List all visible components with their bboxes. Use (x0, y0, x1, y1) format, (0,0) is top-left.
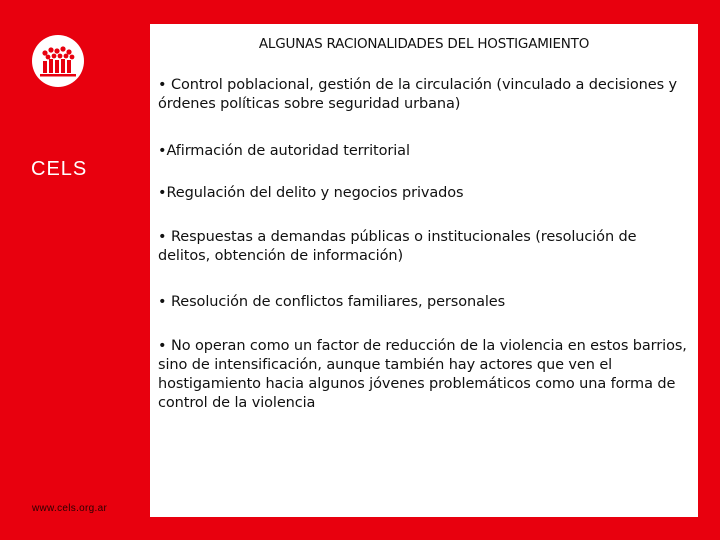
bullet-item: • No operan como un factor de reducción de la violencia en estos barrios, sino de intensificación, aunque también hay actores que ven el hostigamiento hacia algunos jóvenes problemáticos como una forma de control de la violencia (158, 338, 687, 411)
slide-title: ALGUNAS RACIONALIDADES DEL HOSTIGAMIENTO (258, 36, 590, 52)
sidebar (0, 0, 150, 540)
website-url[interactable]: www.cels.org.ar (32, 503, 108, 514)
bullet-item: • Respuestas a demandas públicas o institucionales (resolución de delitos, obtención de información) (158, 229, 637, 264)
bullet-item: •Afirmación de autoridad territorial (158, 143, 410, 159)
bullet-item: •Regulación del delito y negocios privados (158, 185, 464, 201)
cels-logo-icon (31, 34, 85, 88)
bullet-item: • Control poblacional, gestión de la circulación (vinculado a decisiones y órdenes políticas sobre seguridad urbana) (158, 77, 678, 112)
slide-content (150, 24, 698, 517)
bullet-item: • Resolución de conflictos familiares, personales (158, 294, 506, 310)
brand-name: CELS (31, 158, 88, 180)
